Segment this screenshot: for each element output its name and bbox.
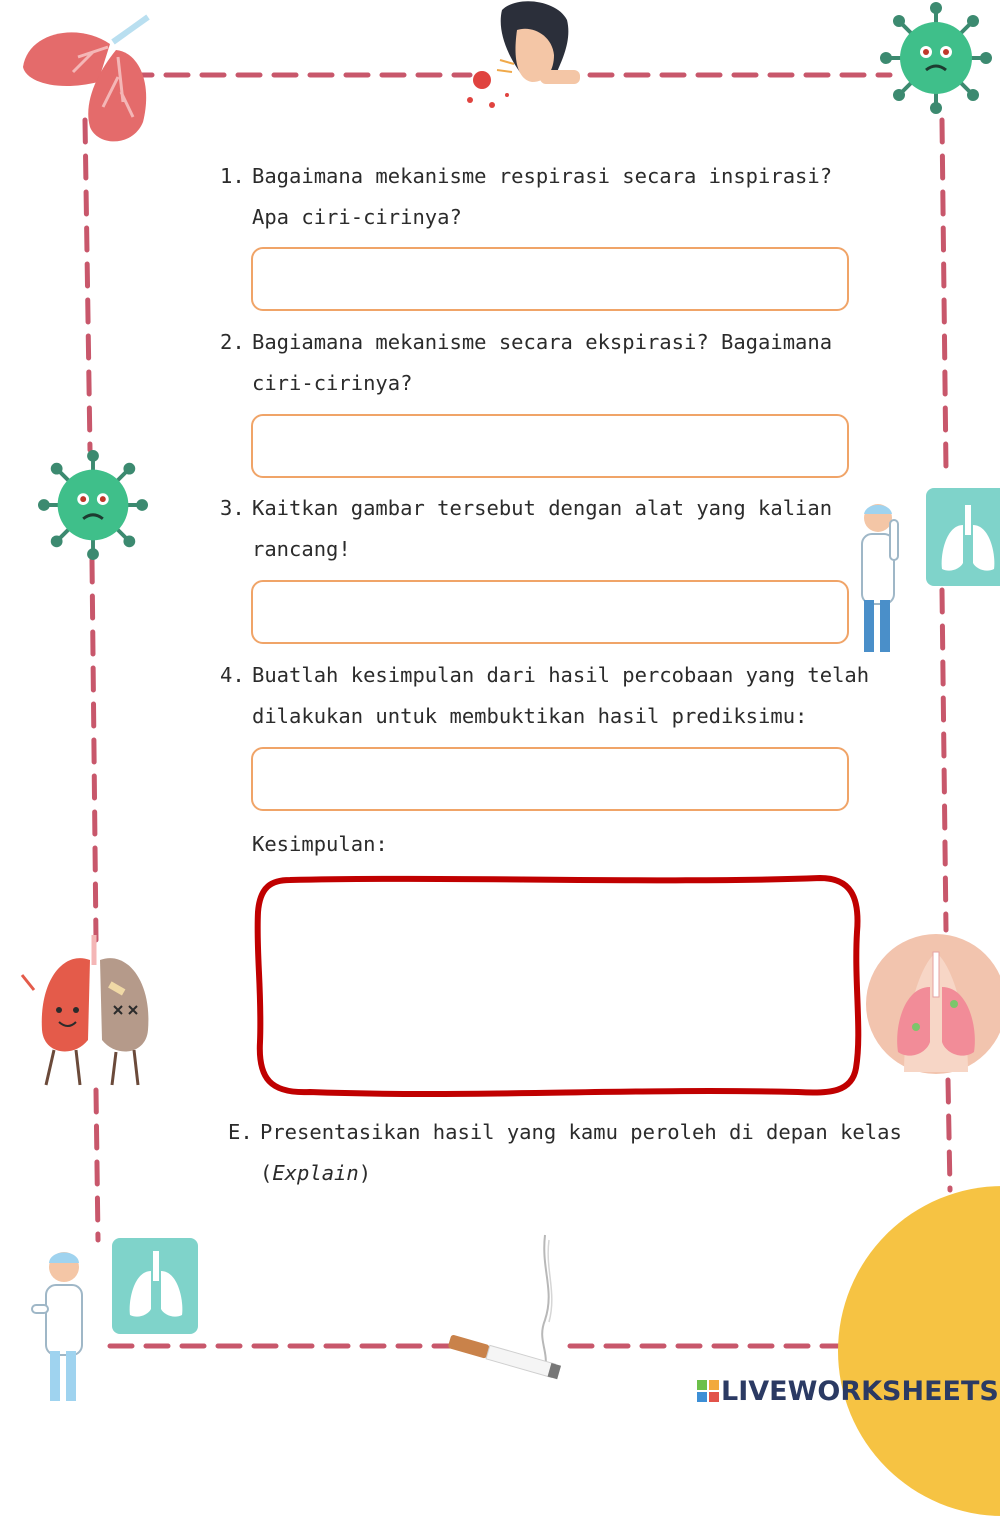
lungs-icon [124, 1250, 188, 1322]
conclusion-box[interactable] [250, 872, 865, 1100]
answer-field-2[interactable] [251, 414, 849, 478]
lung-characters-icon [14, 930, 174, 1090]
section-e-text: Presentasikan hasil yang kamu peroleh di depan kelas [260, 1120, 902, 1144]
paren-open: ( [260, 1161, 273, 1185]
brand-name: LIVEWORKSHEETS [721, 1376, 999, 1407]
question-text: Buatlah kesimpulan dari hasil percobaan yang telah dilakukan untuk membuktikan hasil prediksimu: [252, 663, 870, 728]
question-text: Kaitkan gambar tersebut dengan alat yang kalian rancang! [252, 496, 833, 561]
liveworksheets-logo[interactable] [697, 1376, 999, 1407]
coughing-person-icon [462, 0, 592, 118]
answer-field-3[interactable] [251, 580, 849, 644]
answer-field-4[interactable] [251, 747, 849, 811]
section-e-text-block [260, 1112, 908, 1194]
explain-label: Explain [272, 1161, 359, 1185]
question-2 [220, 322, 880, 404]
virus-icon [880, 2, 992, 114]
cigarette-icon [445, 1230, 570, 1390]
question-text: Bagaimana mekanisme respirasi secara inspirasi? Apa ciri-cirinya? [252, 164, 833, 229]
question-number: 2. [220, 330, 245, 354]
question-number: 4. [220, 663, 245, 687]
conclusion-label: Kesimpulan: [252, 832, 388, 856]
section-letter: E. [228, 1120, 253, 1144]
answer-field-1[interactable] [251, 247, 849, 311]
question-number: 1. [220, 164, 245, 188]
paren-close: ) [358, 1161, 372, 1185]
logo-mark [697, 1378, 719, 1400]
question-3 [220, 488, 880, 570]
respiratory-anatomy-icon [864, 932, 1000, 1082]
virus-icon [38, 450, 148, 560]
logo-grid-icon [697, 1380, 719, 1402]
question-number: 3. [220, 496, 245, 520]
question-text: Bagiamana mekanisme secara ekspirasi? Bagaimana ciri-cirinya? [252, 330, 833, 395]
section-e [228, 1112, 908, 1194]
lungs-icon [936, 505, 1000, 575]
doctor-icon [22, 1245, 98, 1405]
question-1 [220, 156, 880, 238]
question-4 [220, 655, 880, 737]
lungs-icon [18, 12, 158, 152]
